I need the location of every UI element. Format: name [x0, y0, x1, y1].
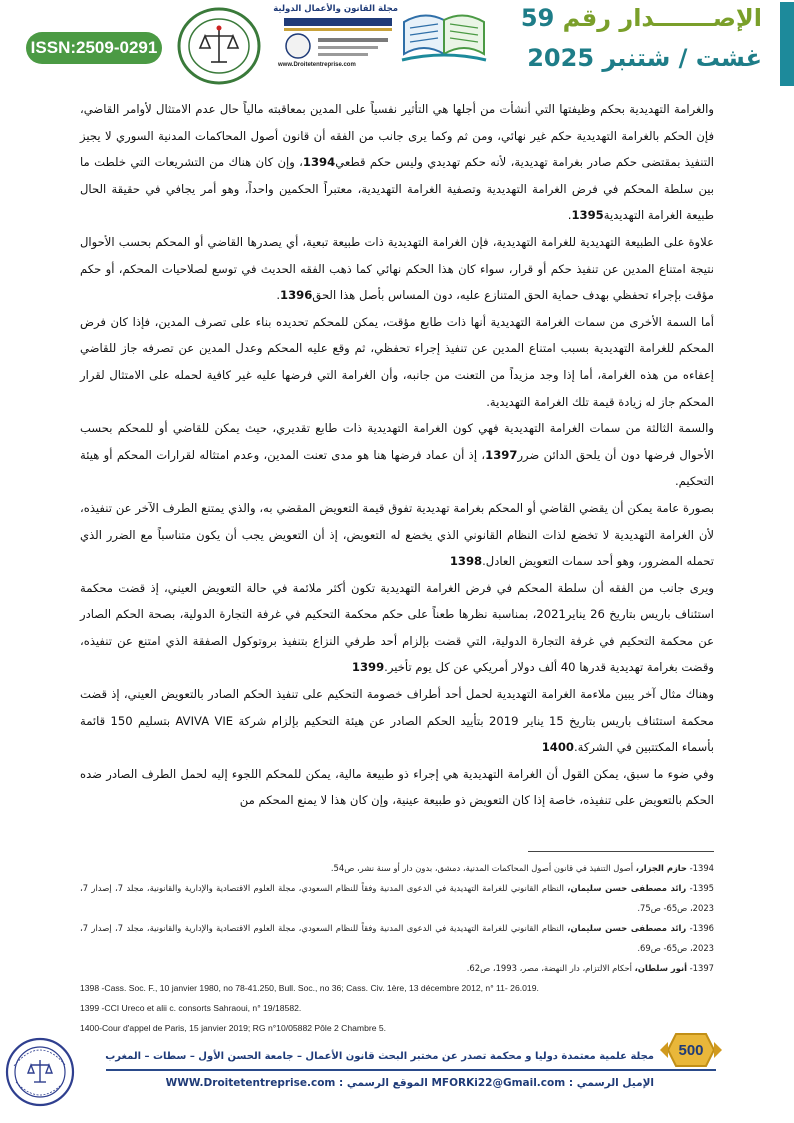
- issue-date: غشت / شتنبر 2025: [527, 44, 762, 72]
- paragraph-text: ، إذ أن عماد فرضها هنا هو مدى تعنت المدين، وعدم امتثاله لقرارات المحكم أو هيئة التحكيم.: [80, 447, 714, 489]
- footnote-number: 1394-: [689, 863, 714, 873]
- footnote-author: حازم الجزار،: [635, 863, 687, 873]
- footnote-ref-1396: 1396: [280, 288, 313, 303]
- paragraph-text: .: [276, 288, 280, 303]
- footnote-ref-1400: 1400: [541, 740, 574, 755]
- journal-url: www.Droitetentreprise.com: [278, 62, 356, 68]
- footnote-1395: [80, 878, 714, 918]
- paragraph-text: ويرى جانب من الفقه أن سلطة المحكم في فرض الغرامة التهديدية تكون أكثر ملائمة في حالة التعويض العيني، إذ قضت محكمة استئناف باريس بتاريخ 26 يناير2021، بمناسبة نظرها طعناً على حكم محكمة التحكيم في غرفة التجارة الدولية، بصحة الحكم الصادر عن محكمة التحكيم في غرفة التجارة الدولية، التي قضت بإلزام أحد طرفي النزاع بتنفيذ بروتوكول الصفقة الذي امتنع عن تنفيذه، وقضت بغرامة تهديدية قدرها 40 ألف دولار أمريكي عن كل يوم تأخير.: [80, 580, 714, 675]
- paragraph-text: بصورة عامة يمكن أن يقضي القاضي أو المحكم بغرامة تهديدية تفوق قيمة التعويض المقضي به، والذي يمتنع الطرف الآخر عن تنفيذه، لأن الغرامة التهديدية لا تخضع لذات النظام القانوني الذي يخضع له التعويض، إذ أن التعويض يجب أن يكون متناسباً مع الضرر الذي تحمله المضرور، وهو أحد سمات التعويض العادل.: [80, 500, 714, 569]
- paragraph-5: [80, 495, 714, 575]
- journal-banner: [273, 4, 398, 70]
- article-body: [80, 96, 714, 814]
- page-header: [0, 0, 794, 86]
- footnote-1396: [80, 918, 714, 958]
- paragraph-7: [80, 681, 714, 761]
- footnote-text: أصول التنفيذ في قانون أصول المحاكمات المدنية، دمشق، بدون دار أو سنة نشر، ص54.: [330, 863, 636, 873]
- footnote-number: 1396-: [689, 923, 714, 933]
- paragraph-text: والسمة الثالثة من سمات الغرامة التهديدية فهي كون الغرامة التهديدية ذات طابع تقديري، حيث يمكن للقاضي أو للمحكم بحسب الأحوال فرضها دون أن يلحق الدائن ضرر: [80, 421, 714, 462]
- footnote-ref-1399: 1399: [351, 660, 385, 675]
- page-number-badge: [660, 1030, 722, 1070]
- paragraph-8: [80, 761, 714, 814]
- paragraph-text: وفي ضوء ما سبق، يمكن القول أن الغرامة التهديدية هي إجراء ذو طبيعة مالية، يمكن للمحكم اللجوء إليه لحمل الطرف الصادر ضده الحكم بالتعويض على تنفيذه، خاصة إذا كان التعويض ذو طبيعة عينية، وإن كان هذا لا يمنع المحكم من: [80, 766, 714, 808]
- footnote-text: النظام القانوني للغرامة التهديدية في الدعوى المدنية وفقاً للنظام السعودي، مجلة العلوم الاقتصادية والإدارية والقانونية، مجلد 7، إصدار 7، 2023، ص65- ص69.: [80, 923, 714, 953]
- footnote-author: رائد مصطفى حسن سليمان،: [567, 923, 687, 933]
- paragraph-2: [80, 229, 714, 309]
- footer-divider: [106, 1069, 716, 1071]
- paragraph-text: أما السمة الأخرى من سمات الغرامة التهديدية أنها ذات طابع مؤقت، يمكن للمحكم تحديده بناء على تصرف المدين، فإذا كان فرض المحكم للغرامة التهديدية بسبب امتناع المدين عن تنفيذ إجراء تحفظي، ثم وقع عليه المحكم وعدل المدين عن تصرفه جاز للقاضي إعفاءه من هذه الغرامة، أما إذا وجد مزيداً من التعنت من جانبه، وأن الغرامة التي فرضها عليه غير كافية لحمله على الامتثال لقرار المحكم جاز له زيادة قيمة تلك الغرامة التهديدية.: [80, 314, 714, 409]
- footnote-text: النظام القانوني للغرامة التهديدية في الدعوى المدنية وفقاً للنظام السعودي، مجلة العلوم الاقتصادية والإدارية والقانونية، مجلد 7، إصدار 7، 2023، ص65- ص75.: [80, 883, 714, 913]
- footnote-1399: 1399 -CCI Ureco et alii c. consorts Sahraoui, n° 19/18582.: [80, 1003, 302, 1013]
- paragraph-6: [80, 575, 714, 681]
- footnote-1400: 1400-Cour d'appel de Paris, 15 janvier 2019; RG n°10/05882 Pôle 2 Chambre 5.: [80, 1023, 387, 1033]
- footnote-ref-1398: 1398: [449, 554, 483, 569]
- paragraph-3: [80, 309, 714, 415]
- issue-number: 59: [520, 4, 555, 32]
- paragraph-4: [80, 415, 714, 495]
- footnote-number: 1395-: [689, 883, 714, 893]
- footnote-text: أحكام الالتزام، دار النهضة، مصر، 1993، ص62.: [466, 963, 635, 973]
- journal-title: مجلة القانون والأعمال الدولية: [273, 4, 398, 14]
- footer-contact: الإميل الرسمي : MFORKi22@Gmail.com الموقع الرسمي : WWW.Droitetentreprise.com: [165, 1077, 654, 1089]
- header-accent-bar: [780, 2, 794, 86]
- issn-badge: ISSN:2509-0291: [26, 32, 162, 64]
- footnote-ref-1397: 1397: [485, 447, 518, 462]
- paragraph-text: وهناك مثال آخر يبين ملاءمة الغرامة التهديدية لحمل أحد أطراف خصومة التحكيم على تنفيذ الحكم الصادر بالتعويض العيني، إذ قضت محكمة استئناف باريس بتاريخ 15 يناير 2019 بتأييد الحكم الصادر عن هيئة التحكيم بإلزام شركة AVIVA VIE بتسليم 150 قائمة بأسماء المكتتبين في الشركة.: [80, 687, 714, 755]
- footnote-1397: [80, 958, 714, 978]
- footnote-1394: [80, 858, 714, 878]
- footnote-author: رائد مصطفى حسن سليمان،: [567, 883, 687, 893]
- paragraph-1: [80, 96, 714, 229]
- page-number: 500: [678, 1041, 704, 1059]
- issue-label: [521, 4, 762, 32]
- footnote-ref-1394: 1394: [302, 155, 336, 170]
- paragraph-text: ، وإن كان هناك من التشريعات التي خلطت ما بين سلطة المحكم في فرض الغرامة التهديدية وتصفية الغرامة التهديدية، معتبراً الحكمين واحداً، وهو أمر يجافي في حقيقة الحال طبيعة الغرامة التهديدية: [80, 155, 714, 223]
- books-logo: [398, 6, 490, 70]
- paragraph-text: .: [567, 208, 572, 223]
- footnote-1398: 1398 -Cass. Soc. F., 10 janvier 1980, no 78-41.250, Bull. Soc., no 36; Cass. Civ. 1ère, 13 décembre 2012, n° 11- 26.019.: [80, 983, 539, 993]
- issue-info: [500, 2, 794, 86]
- footer-journal-description: مجلة علمية معتمدة دوليا و محكمة تصدر عن مختبر البحث قانون الأعمال – جامعة الحسن الأول – سطات – المغرب: [105, 1051, 654, 1062]
- lab-logo: [175, 6, 263, 86]
- paragraph-text: علاوة على الطبيعة التهديدية للغرامة التهديدية، فإن الغرامة التهديدية ذات طبيعة تبعية، أي يصدرها القاضي أو المحكم بحسب الأحوال نتيجة امتناع المدين عن تنفيذ حكم أو قرار، سواء كان هذا الحكم نهائي كما ذهب الفقه الحديث في توسع لصلاحيات المحكم، أو حكم مؤقت بإجراء تحفظي بهدف حماية الحق المتنازع عليه، دون المساس بأصل هذا الحق: [80, 234, 714, 303]
- issue-prefix: الإصـــــــدار رقم: [562, 4, 762, 32]
- journal-logo-graphic: [278, 16, 398, 64]
- author-seal-stamp: [4, 1036, 76, 1108]
- footnote-ref-1395: 1395: [571, 208, 604, 223]
- footnote-number: 1397-: [689, 963, 714, 973]
- footnote-separator: [528, 851, 714, 852]
- footnote-author: أنور سلطان،: [634, 963, 687, 973]
- footnotes: [80, 858, 714, 1038]
- paragraph-text: والغرامة التهديدية بحكم وظيفتها التي أنشأت من أجلها هي التأثير نفسياً على المدين بمعاقبته مالياً حال عدم الامتثال لأوامر القاضي، فإن الحكم بالغرامة التهديدية حكم غير نهائي، ومن ثم وكما يرى جانب من الفقه أن قانون أصول المحاكمات المدنية السوري لا يجيز التنفيذ بمقتضى حكم صادر بغرامة تهديدية، لأنه حكم تهديدي وليس حكم قطعي: [80, 102, 714, 170]
